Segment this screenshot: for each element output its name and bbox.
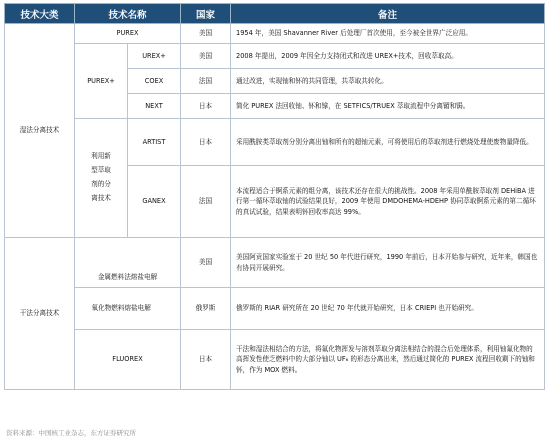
group-wet-separation: 湿法分离技术 <box>5 24 75 238</box>
tech-notes: 干法和湿法相结合的方法，将氟化物挥发与溶剂萃取分离法相结合的混合后处理体系，利用铀氟化物的高挥发性使乏燃料中的大部分铀以 UF₆ 的形态分离出来，然后通过简化的 PUREX 流程回收剩下的铀和钚，作为 MOX 燃料。 <box>231 330 545 390</box>
tech-notes: 本流程适合于锕系元素的组分离，该技术还存在很大的挑战性。2008 年采用单酰胺萃取剂 DEHiBA 进行第一循环萃取铀的试验结果良好，2009 年使用 DMDOHEMA-HDEHP 协同萃取锕系元素的第二循环的真试试验，结果表明钚回收率高达 99%。 <box>231 166 545 238</box>
tech-notes: 2008 年提出，2009 年因全力支持闭式和改进 UREX+技术，回收萃取高。 <box>231 44 545 69</box>
tech-country: 美国 <box>181 24 231 44</box>
group-new-extractant <box>75 119 128 238</box>
header-country: 国家 <box>181 4 231 24</box>
tech-country: 法国 <box>181 69 231 94</box>
group-dry-separation: 干法分离技术 <box>5 238 75 390</box>
source-note: 资料来源：中国核工业杂志，东方证券研究所 <box>6 429 136 437</box>
table-row <box>5 330 545 390</box>
tech-name: PUREX <box>75 24 181 44</box>
tech-name: FLUOREX <box>75 330 181 390</box>
tech-name: 氧化物燃料熔盐电解 <box>91 304 151 313</box>
tech-country: 美国 <box>181 44 231 69</box>
tech-name-cell <box>75 238 181 288</box>
tech-country: 日本 <box>181 94 231 119</box>
group-purex-plus: PUREX+ <box>75 44 128 119</box>
table-row <box>5 119 545 166</box>
tech-notes: 简化 PUREX 法回收铀、钚和镎，在 SETFICS/TRUEX 萃取流程中分离镅和锔。 <box>231 94 545 119</box>
technology-table <box>4 3 545 390</box>
tech-country: 日本 <box>181 119 231 166</box>
tech-name-cell <box>75 288 181 330</box>
tech-name: ARTIST <box>128 119 181 166</box>
tech-notes: 美国阿贡国家实验室于 20 世纪 50 年代进行研究，1990 年前后，日本开始参与研究，近年来，韩国也有协同开展研究。 <box>231 238 545 288</box>
tech-notes: 1954 年，美国 Shavanner River 后处理厂首次使用，至今被全世界广泛应用。 <box>231 24 545 44</box>
tech-name: UREX+ <box>128 44 181 69</box>
tech-notes: 通过改进，实现铀和钚的共同管理，共萃取共转化。 <box>231 69 545 94</box>
tech-name: GANEX <box>128 166 181 238</box>
table-row <box>5 238 545 288</box>
tech-country: 日本 <box>181 330 231 390</box>
table-row <box>5 24 545 44</box>
header-category: 技术大类 <box>5 4 75 24</box>
tech-country: 法国 <box>181 166 231 238</box>
header-tech-name: 技术名称 <box>75 4 181 24</box>
table-row <box>5 44 545 69</box>
header-notes: 备注 <box>231 4 545 24</box>
tech-name: COEX <box>128 69 181 94</box>
header-row <box>5 4 545 24</box>
group-new-extractant-label: 利用新型萃取剂的分离技术 <box>91 152 111 202</box>
tech-notes: 俄罗斯的 RIAR 研究所在 20 世纪 70 年代就开始研究，日本 CRIEPI 也开始研究。 <box>231 288 545 330</box>
tech-notes: 采用酰胺类萃取剂分别分离出铀和所有的超铀元素，可将使用后的萃取剂进行燃烧处理使废物量降低。 <box>231 119 545 166</box>
tech-name: 金属燃料法熔盐电解 <box>97 272 158 281</box>
tech-name: NEXT <box>128 94 181 119</box>
tech-country: 美国 <box>181 238 231 288</box>
tech-country: 俄罗斯 <box>181 288 231 330</box>
table-row <box>5 288 545 330</box>
